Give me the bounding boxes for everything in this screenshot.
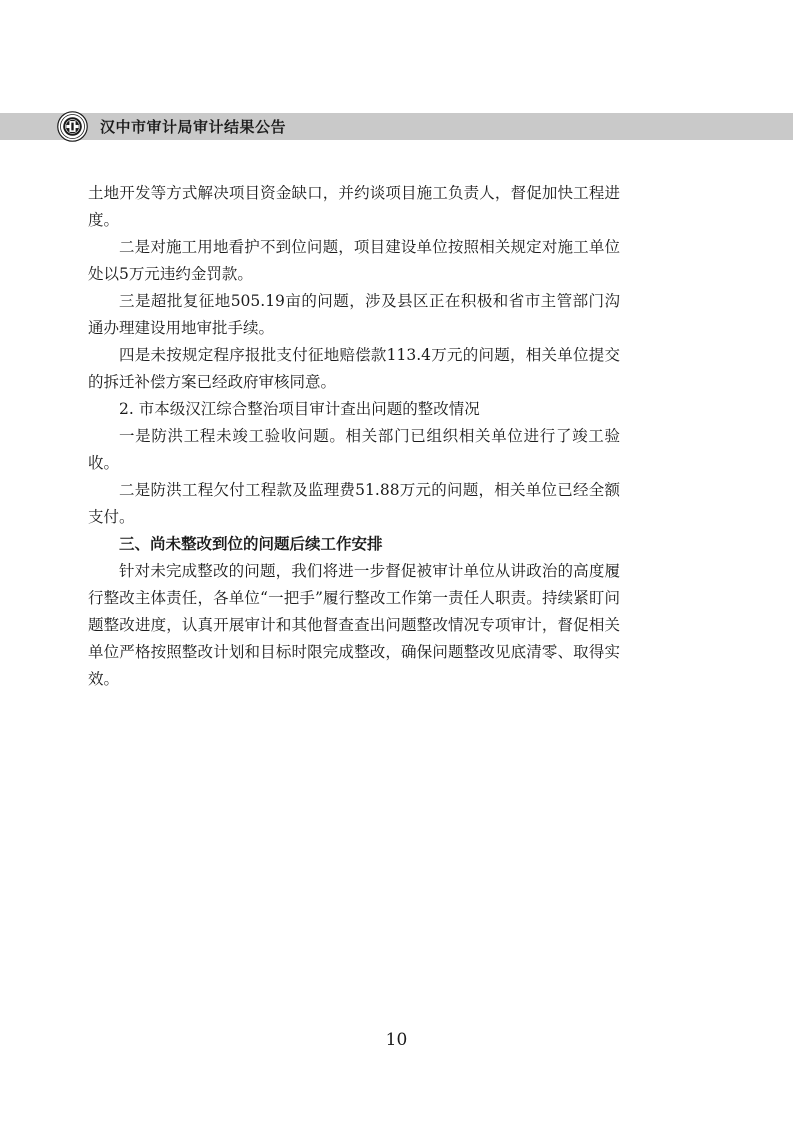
header-title: 汉中市审计局审计结果公告 (100, 118, 287, 136)
audit-seal-emblem-icon (57, 111, 88, 142)
paragraph: 2. 市本级汉江综合整治项目审计查出问题的整改情况 (119, 400, 480, 418)
paragraph: 二是对施工用地看护不到位问题，项目建设单位按照相关规定对施工单位处以5万元违约金罚款。 (88, 238, 620, 283)
paragraph: 针对未完成整改的问题，我们将进一步督促被审计单位从讲政治的高度履行整改主体责任，各单位“一把手”履行整改工作第一责任人职责。持续紧盯问题整改进度，认真开展审计和其他督查查出问题整改情况专项审计，督促相关单位严格按照整改计划和目标时限完成整改，确保问题整改见底清零、取得实效。 (88, 562, 620, 688)
paragraph: 三是超批复征地505.19亩的问题，涉及县区正在积极和省市主管部门沟通办理建设用地审批手续。 (88, 292, 620, 337)
paragraph: 四是未按规定程序报批支付征地赔偿款113.4万元的问题，相关单位提交的拆迁补偿方案已经政府审核同意。 (88, 346, 620, 391)
paragraph: 土地开发等方式解决项目资金缺口，并约谈项目施工负责人，督促加快工程进度。 (88, 184, 620, 229)
page-number: 10 (385, 1030, 408, 1050)
paragraph: 一是防洪工程未竣工验收问题。相关部门已组织相关单位进行了竣工验收。 (88, 427, 620, 472)
section-heading: 三、尚未整改到位的问题后续工作安排 (119, 535, 383, 553)
document-body (88, 180, 620, 693)
paragraph: 二是防洪工程欠付工程款及监理费51.88万元的问题，相关单位已经全额支付。 (88, 481, 620, 526)
